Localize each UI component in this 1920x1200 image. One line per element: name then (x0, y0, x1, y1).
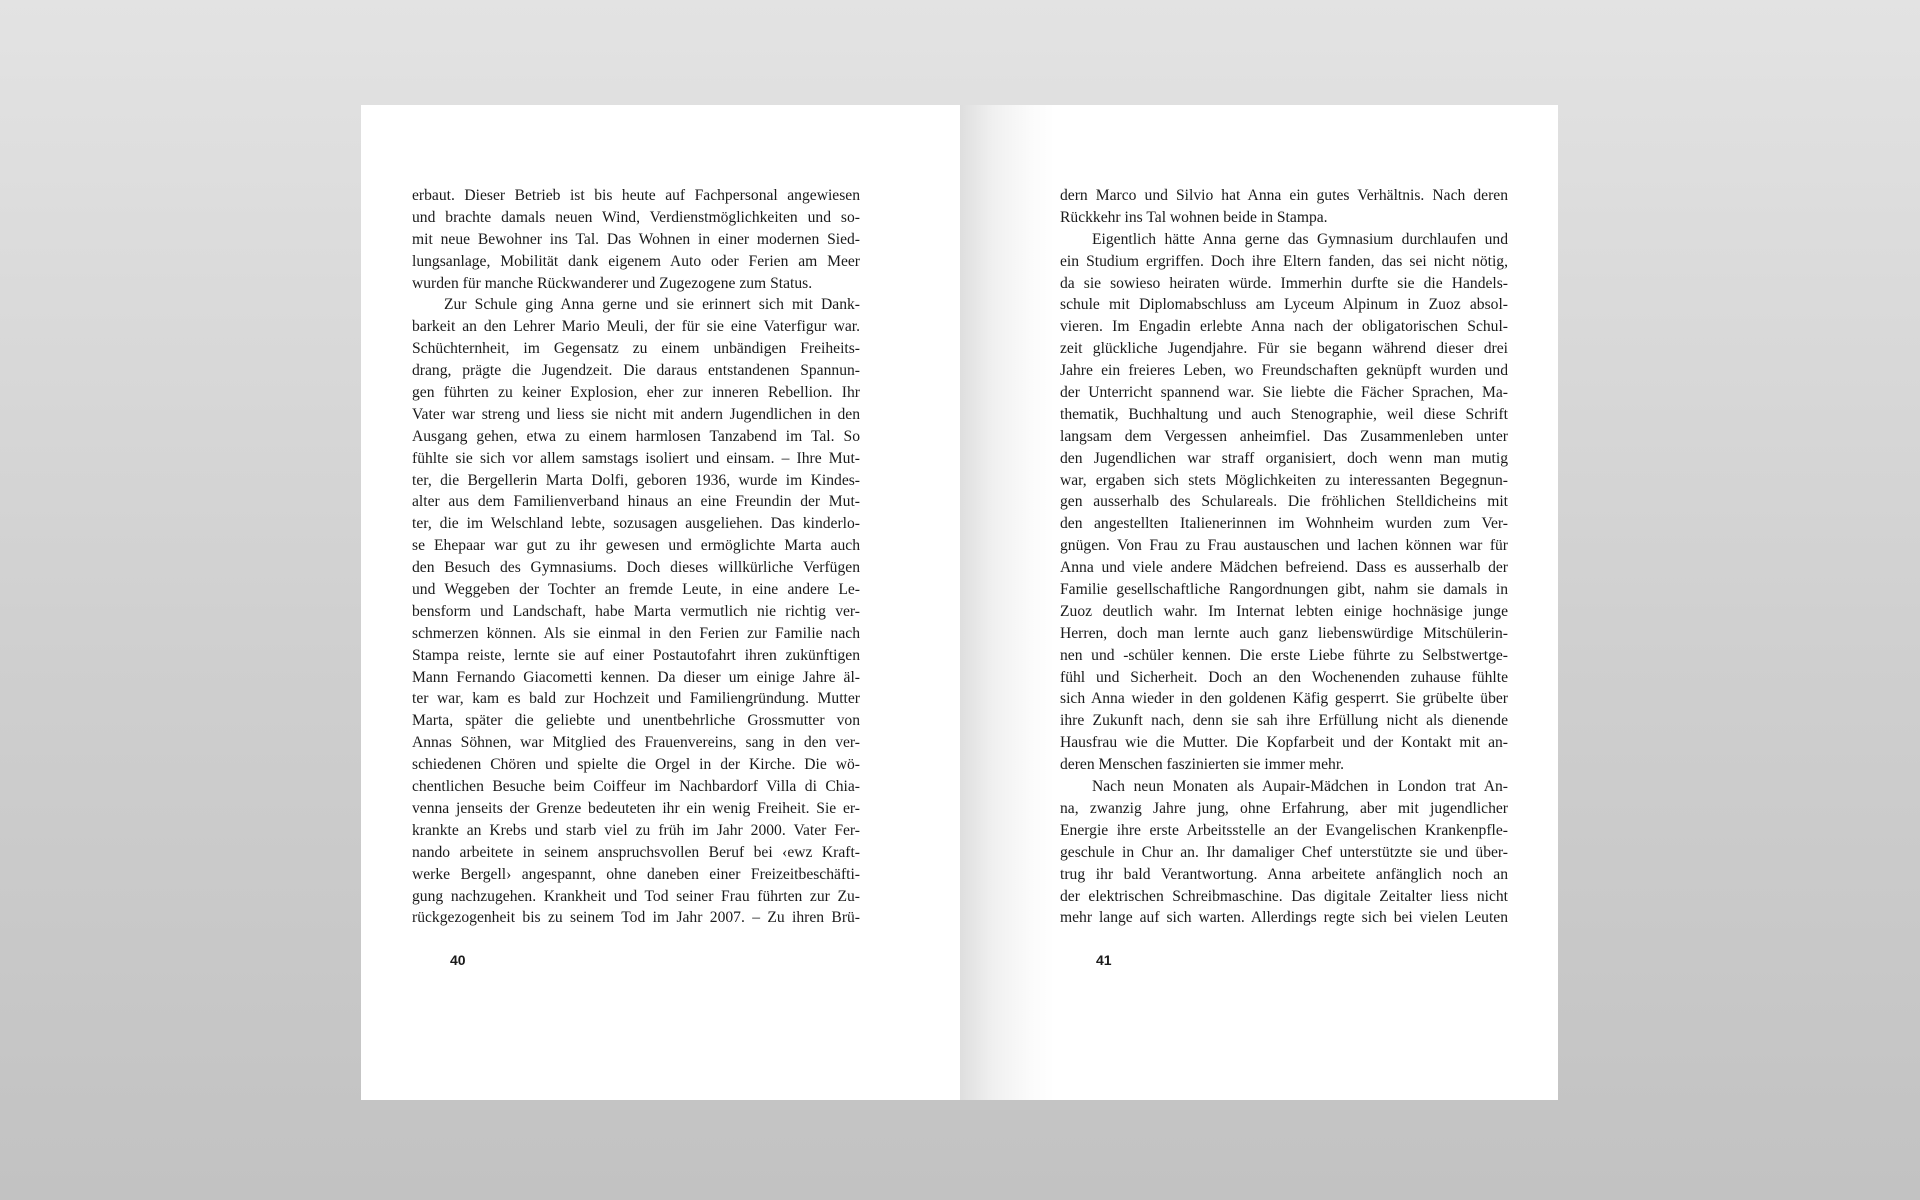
text-line: Mann Fernando Giacometti kennen. Da dieser um einige Jahre äl- (412, 668, 860, 686)
text-line: und Weggeben der Tochter an fremde Leute, in eine andere Le- (412, 581, 860, 599)
text-line: krankte an Krebs und starb viel zu früh im Jahr 2000. Vater Fer- (412, 821, 860, 839)
text-line: Energie ihre erste Arbeitsstelle an der Evangelischen Krankenpfle- (1060, 821, 1508, 839)
text-line: gung nachzugehen. Krankheit und Tod seiner Frau führten zur Zu- (412, 887, 860, 905)
text-line: schiedenen Chören und spielte die Orgel in der Kirche. Die wö- (412, 756, 860, 774)
text-line: der elektrischen Schreibmaschine. Das digitale Zeitalter liess nicht (1060, 887, 1508, 905)
text-line: Zur Schule ging Anna gerne und sie erinnert sich mit Dank- (444, 296, 860, 314)
text-line: se Ehepaar war gut zu ihr gewesen und ermöglichte Marta auch (412, 537, 860, 555)
text-line: thematik, Buchhaltung und auch Stenographie, weil diese Schrift (1060, 405, 1508, 423)
text-line: venna jenseits der Grenze bedeuteten ihr ein wenig Freiheit. Sie er- (412, 799, 860, 817)
left-page-number: 40 (450, 952, 466, 968)
text-line: schule mit Diplomabschluss am Lyceum Alpinum in Zuoz absol- (1060, 296, 1508, 314)
text-line: Eigentlich hätte Anna gerne das Gymnasium durchlaufen und (1092, 230, 1508, 248)
text-line: mit neue Bewohner ins Tal. Das Wohnen in einer modernen Sied- (412, 230, 860, 248)
text-line: erbaut. Dieser Betrieb ist bis heute auf Fachpersonal angewiesen (412, 187, 860, 204)
text-line: sich Anna wieder in den goldenen Käfig gesperrt. Sie grübelte über (1060, 690, 1508, 708)
text-line: Annas Söhnen, war Mitglied des Frauenvereins, sang in den ver- (412, 734, 860, 752)
text-line: gen führten zu keiner Explosion, eher zur inneren Rebellion. Ihr (412, 384, 860, 402)
text-line: fühlte sie sich vor allem samstags isoliert und einsam. – Ihre Mut- (412, 449, 860, 467)
text-line: gen ausserhalb des Schulareals. Die fröhlichen Stelldicheins mit (1060, 493, 1508, 511)
text-line: Rückkehr ins Tal wohnen beide in Stampa. (1060, 208, 1328, 226)
text-line: Schüchternheit, im Gegensatz zu einem unbändigen Freiheits- (412, 340, 860, 358)
text-line: trug ihr bald Verantwortung. Anna arbeitete anfänglich noch an (1060, 865, 1508, 883)
text-line: mehr lange auf sich warten. Allerdings regte sich bei vielen Leuten (1060, 909, 1508, 927)
text-line: gnügen. Von Frau zu Frau austauschen und lachen können war für (1060, 537, 1508, 555)
right-page (960, 105, 1558, 1100)
text-line: zeit glückliche Jugendjahre. Für sie begann während dieser drei (1060, 340, 1508, 358)
book-spread (361, 105, 1558, 1100)
text-line: fühl und Sicherheit. Doch an den Wochenenden zuhause fühlte (1060, 668, 1508, 686)
text-line: chentlichen Besuche beim Coiffeur im Nachbardorf Villa di Chia- (412, 778, 860, 796)
text-line: langsam dem Vergessen anheimfiel. Das Zusammenleben unter (1060, 427, 1508, 445)
text-line: vieren. Im Engadin erlebte Anna nach der obligatorischen Schul- (1060, 318, 1508, 336)
text-line: drang, prägte die Jugendzeit. Die daraus entstandenen Spannun- (412, 362, 860, 380)
left-page (361, 105, 960, 1100)
text-line: Hausfrau wie die Mutter. Die Kopfarbeit und der Kontakt mit an- (1060, 734, 1508, 752)
text-line: ihre Zukunft nach, denn sie sah ihre Erfüllung nicht als dienende (1060, 712, 1508, 730)
text-line: Zuoz deutlich wahr. Im Internat lebten einige hochnäsige junge (1060, 602, 1508, 620)
text-line: schmerzen können. Als sie einmal in den Ferien zur Familie nach (412, 624, 860, 642)
text-line: na, zwanzig Jahre jung, ohne Erfahrung, aber mit jugendlicher (1060, 799, 1508, 817)
text-line: Nach neun Monaten als Aupair-Mädchen in London trat An- (1092, 778, 1508, 796)
text-line: ter, die im Welschland lebte, sozusagen ausgeliehen. Das kinderlo- (412, 515, 860, 533)
text-line: geschule in Chur an. Ihr damaliger Chef unterstützte sie und über- (1060, 843, 1508, 861)
right-page-number: 41 (1096, 952, 1112, 968)
text-line: war, ergaben sich stets Möglichkeiten zu interessanten Begegnun- (1060, 471, 1508, 489)
text-line: Familie gesellschaftliche Rangordnungen gibt, nahm sie damals in (1060, 581, 1508, 599)
text-line: rückgezogenheit bis zu seinem Tod im Jahr 2007. – Zu ihren Brü- (412, 909, 860, 927)
text-line: lungsanlage, Mobilität dank eigenem Auto oder Ferien am Meer (412, 252, 860, 270)
text-line: da sie sowieso heiraten würde. Immerhin durfte sie die Handels- (1060, 274, 1508, 292)
text-line: nen und -schüler kennen. Die erste Liebe führte zu Selbstwertge- (1060, 646, 1508, 664)
right-page-text (1060, 185, 1508, 929)
text-line: wurden für manche Rückwanderer und Zugezogene zum Status. (412, 274, 813, 292)
text-line: alter aus dem Familienverband hinaus an eine Freundin der Mut- (412, 493, 860, 511)
text-line: bensform und Landschaft, habe Marta vermutlich nie richtig ver- (412, 602, 860, 620)
text-line: deren Menschen faszinierten sie immer mehr. (1060, 756, 1345, 774)
text-line: ein Studium ergriffen. Doch ihre Eltern fanden, das sei nicht nötig, (1060, 252, 1508, 270)
text-line: Anna und viele andere Mädchen befreiend. Dass es ausserhalb der (1060, 559, 1508, 577)
text-line: Herren, doch man lernte auch ganz liebenswürdige Mitschülerin- (1060, 624, 1508, 642)
text-line: den angestellten Italienerinnen im Wohnheim wurden zum Ver- (1060, 515, 1508, 533)
text-line: ter, die Bergellerin Marta Dolfi, geboren 1936, wurde im Kindes- (412, 471, 860, 489)
text-line: Jahre ein freieres Leben, wo Freundschaften geknüpft wurden und (1060, 362, 1508, 380)
text-line: nando arbeitete in seinem anspruchsvollen Beruf bei ‹ewz Kraft- (412, 843, 860, 861)
text-line: werke Bergell› angespannt, ohne daneben einer Freizeitbeschäfti- (412, 865, 860, 883)
text-line: ter war, kam es bald zur Hochzeit und Familiengründung. Mutter (412, 690, 860, 708)
text-line: Vater war streng und liess sie nicht mit andern Jugendlichen in den (412, 405, 860, 423)
text-line: dern Marco und Silvio hat Anna ein gutes Verhältnis. Nach deren (1060, 187, 1508, 204)
text-line: den Jugendlichen war straff organisiert, doch wenn man mutig (1060, 449, 1508, 467)
gutter-shadow (960, 105, 1055, 1100)
text-line: Marta, später die geliebte und unentbehrliche Grossmutter von (412, 712, 860, 730)
text-line: Stampa reiste, lernte sie auf einer Postautofahrt ihren zukünftigen (412, 646, 860, 664)
text-line: Ausgang gehen, etwa zu einem harmlosen Tanzabend im Tal. So (412, 427, 860, 445)
text-line: den Besuch des Gymnasiums. Doch dieses willkürliche Verfügen (412, 559, 860, 577)
text-line: der Unterricht spannend war. Sie liebte die Fächer Sprachen, Ma- (1060, 384, 1508, 402)
text-line: barkeit an den Lehrer Mario Meuli, der für sie eine Vaterfigur war. (412, 318, 860, 336)
left-page-text (412, 185, 860, 929)
text-line: und brachte damals neuen Wind, Verdienstmöglichkeiten und so- (412, 208, 860, 226)
